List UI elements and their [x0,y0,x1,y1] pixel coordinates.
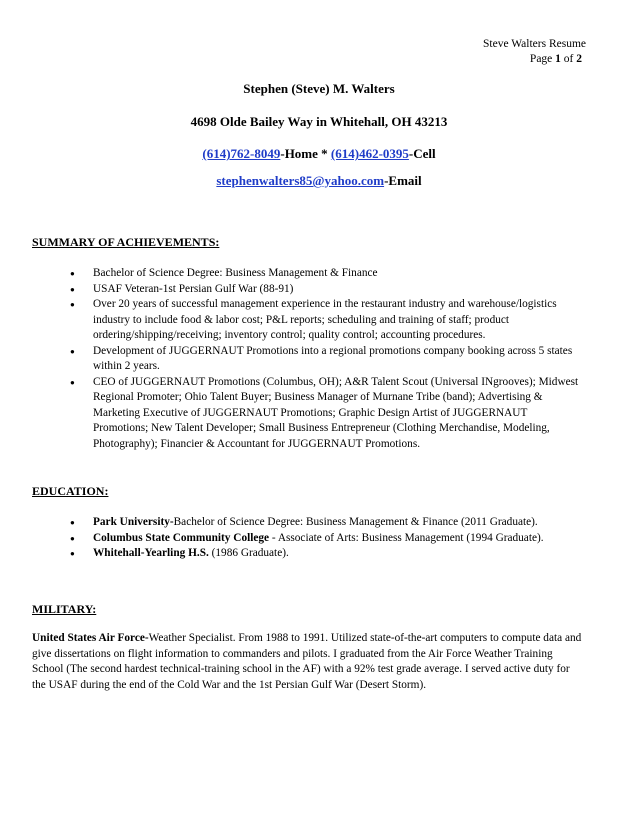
page-of: of [560,53,577,65]
summary-item: ● Development of JUGGERNAUT Promotions into a regional promotions company booking across 5 states within 2 years. [64,344,584,375]
page-header [483,37,586,67]
summary-item: ● USAF Veteran-1st Persian Gulf War (88-91) [64,282,584,298]
applicant-address: 4698 Olde Bailey Way in Whitehall, OH 43213 [190,114,448,129]
school-name: Columbus State Community College [93,531,270,544]
military-text: Weather Specialist. From 1988 to 1991. Utilized state-of-the-art computers to compute data and give dissertations on flight information to commanders and pilots. I graduated from the Air Force Weather Training School (The second hardest technical-training school in the AF) with a 92% test grade average. I served active duty for the USAF during the end of the Cold War and the 1st Persian Gulf War (Desert Storm). [32,632,582,691]
education-item [64,515,584,531]
summary-item: ● Bachelor of Science Degree: Business Management & Finance [64,266,584,282]
page-indicator [483,52,586,67]
summary-item: ● Over 20 years of successful management experience in the restaurant industry and warehouse/logistics industry to include food & labor cost; P&L reports; scheduling and training of staff; product ordering/shipping/receiving; inventory control; quality control; accounting procedures. [64,297,584,344]
doc-label: Steve Walters Resume [483,38,586,50]
home-phone-link[interactable]: (614)762-8049 [202,146,281,161]
education-item [64,531,584,547]
email-line [0,173,638,189]
page-total: 2 [576,53,582,65]
school-name: Park University- [93,516,174,528]
page-number: 1 [555,53,561,65]
phone-line [0,146,638,162]
military-branch: United States Air Force- [32,632,149,644]
summary-list [64,266,584,452]
military-heading: MILITARY: [32,602,97,616]
summary-heading: SUMMARY OF ACHIEVEMENTS: [32,235,220,249]
school-name: Whitehall-Yearling H.S. [93,547,209,559]
education-item [64,546,584,562]
school-detail: (1986 Graduate). [208,547,289,559]
page-prefix: Page [529,53,556,65]
cell-label: -Cell [408,146,436,161]
school-detail: Bachelor of Science Degree: Business Management & Finance (2011 Graduate). [173,516,538,528]
education-heading: EDUCATION: [32,484,109,498]
email-label: -Email [384,173,422,188]
applicant-name: Stephen (Steve) M. Walters [243,81,395,96]
school-detail: - Associate of Arts: Business Management (1994 Graduate). [269,531,544,544]
military-paragraph [32,631,584,693]
summary-item: ● CEO of JUGGERNAUT Promotions (Columbus, OH); A&R Talent Scout (Universal INgrooves); Midwest Regional Promoter; Ohio Talent Buyer; Business Manager of Murnane Tribe (band); Advertising & Marketing Executive of JUGGERNAUT Promotions; Graphic Design Artist of JUGGERNAUT Promotions; New Talent Developer; Small Business Entrepreneur (Clothing Merchandise, Modeling, Photography); Financier & Accountant for JUGGERNAUT Promotions. [64,375,584,453]
cell-phone-link[interactable]: (614)462-0395 [330,146,409,161]
email-link[interactable]: stephenwalters85@yahoo.com [216,173,385,188]
education-list [64,515,584,562]
home-label: -Home * [280,146,331,161]
